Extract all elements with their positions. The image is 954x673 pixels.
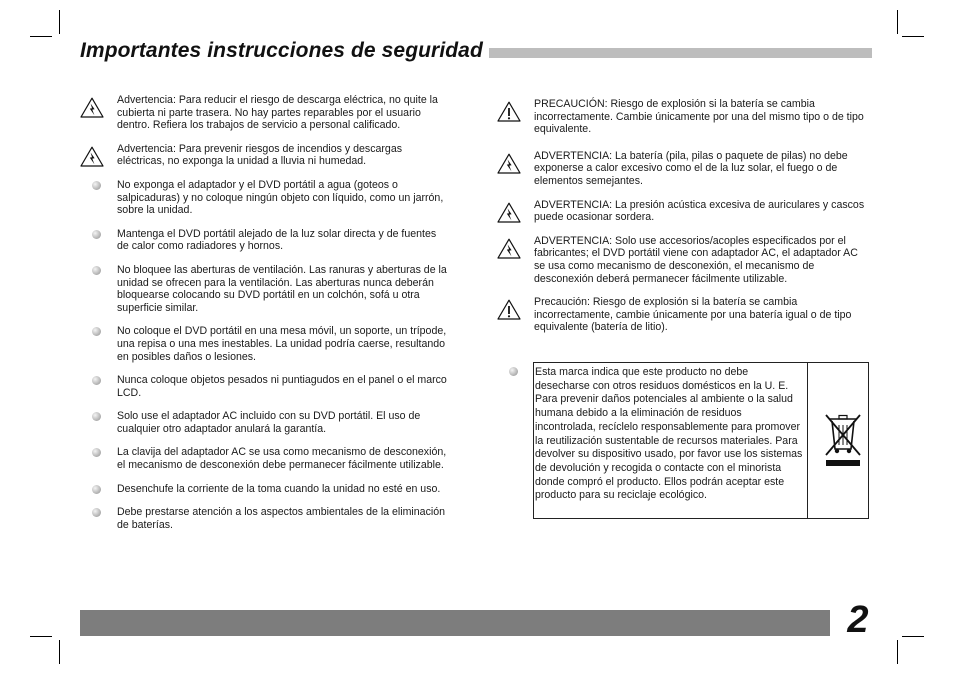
crop-mark [897,10,898,34]
notice-text: Debe prestarse atención a los aspectos ambientales de la eliminación de baterías. [117,506,446,531]
notice-text: Mantenga el DVD portátil alejado de la luz solar directa y de fuentes de calor como radiadores y hornos. [117,227,437,253]
bullet-icon [92,266,101,275]
warning-exclamation-icon [497,299,521,320]
safety-notice [80,179,450,217]
safety-notice [80,264,450,314]
safety-notice [80,94,450,132]
bullet-icon [92,230,101,239]
page-number: 2 [847,599,869,641]
safety-notice [497,296,872,334]
notice-text: La clavija del adaptador AC se usa como mecanismo de desconexión, el mecanismo de desconexión debe permanecer fácilmente utilizable. [117,446,447,472]
notice-icon-cell [80,143,117,168]
warning-bolt-icon [497,153,521,174]
notice-icon-cell [80,228,117,253]
notice-text: PRECAUCIÓN: Riesgo de explosión si la batería se cambia incorrectamente. Cambie únicamente por una del mismo tipo o de tipo equivalente. [534,98,864,136]
weee-notice-box [533,362,869,519]
safety-notice [80,228,450,253]
notice-text: Nunca coloque objetos pesados ni puntiagudos en el panel o el marco LCD. [117,374,447,399]
safety-notice [80,143,450,168]
title-bar [80,38,872,64]
crop-mark [59,640,60,664]
notice-icon-cell [80,410,117,435]
bullet-icon [92,327,101,336]
notice-text: Advertencia: Para prevenir riesgos de incendios y descargas eléctricas, no exponga la unidad a lluvia ni humedad. [117,142,403,168]
weee-notice-text: Esta marca indica que este producto no debe desecharse con otros residuos domésticos en la U. E. Para prevenir daños potenciales al ambiente o la salud humana debido a la eliminación de residuos incontrolada, recíclelo responsablemente para promover la reutilización sustentable de recursos materiales. Para devolver su dispositivo usado, por favor use los sistemas de devolución y recogida o contacte con el minorista donde compró el producto. Ellos podrán aceptar este producto para su reciclaje ecológico. [534,363,808,518]
notice-text: Advertencia: Para reducir el riesgo de descarga eléctrica, no quite la cubierta ni parte trasera. No hay partes reparables por el usuario dentro. Refiera los trabajos de servicio a personal calificado. [117,94,438,132]
notice-text: Precaución: Riesgo de explosión si la batería se cambia incorrectamente, cambie únicamente por una batería igual o de tipo equivalente (batería de litio). [534,296,852,334]
crop-mark [30,36,52,37]
bullet-icon [509,367,518,376]
safety-notice [80,506,450,531]
notice-text: ADVERTENCIA: La batería (pila, pilas o paquete de pilas) no debe exponerse a calor excesivo como el de la luz solar, el fuego o de elementos semejantes. [534,149,848,187]
safety-notice [80,483,450,496]
notice-icon-cell [497,235,534,285]
safety-notice [497,235,872,285]
notice-icon-cell [497,98,534,136]
safety-notice [80,374,450,399]
warning-bolt-icon [497,238,521,259]
warning-bolt-icon [80,97,104,118]
notice-icon-cell [497,296,534,334]
safety-notice [497,199,872,224]
notice-text: No bloquee las aberturas de ventilación. Las ranuras y aberturas de la unidad se ofrecen para la ventilación. Las aberturas nunca deberán bloquearse colocando su DVD portátil en un colchón, sofá u otra superficie similar. [117,263,447,314]
weee-symbol-cell [808,363,868,518]
bullet-icon [92,181,101,190]
notice-icon-cell [80,94,117,132]
bullet-icon [92,376,101,385]
safety-notice [497,98,872,136]
notice-text: Desenchufe la corriente de la toma cuando la unidad no esté en uso. [117,482,441,495]
warning-bolt-icon [497,202,521,223]
right-column [497,98,872,334]
left-column [80,94,450,531]
crop-mark [30,636,52,637]
bullet-icon [92,448,101,457]
warning-bolt-icon [80,146,104,167]
notice-icon-cell [497,199,534,224]
safety-notice [80,410,450,435]
safety-notice [80,446,450,471]
crop-mark [902,636,924,637]
footer-bar [80,610,830,636]
notice-icon-cell [80,483,117,496]
bullet-icon [92,508,101,517]
notice-icon-cell [497,150,534,188]
bullet-icon [92,485,101,494]
crossed-bin-icon [823,413,863,473]
notice-icon-cell [80,506,117,531]
crop-mark [897,640,898,664]
notice-icon-cell [80,264,117,314]
notice-icon-cell [80,179,117,217]
page-title: Importantes instrucciones de seguridad [80,38,489,64]
notice-icon-cell [80,325,117,363]
safety-notice [80,325,450,363]
notice-text: ADVERTENCIA: Solo use accesorios/acoples especificados por el fabricantes; el DVD portátil viene con adaptador AC, el adaptador AC se usa como mecanismo de desconexión, el mecanismo de desconexión deberá permanecer fácilmente utilizable. [534,234,858,285]
safety-notice [497,150,872,188]
notice-text: No coloque el DVD portátil en una mesa móvil, un soporte, un trípode, una repisa o una mes inestables. La unidad podría caerse, resultando en posibles daños o lesiones. [117,325,447,363]
warning-exclamation-icon [497,101,521,122]
notice-text: Solo use el adaptador AC incluido con su DVD portátil. El uso de cualquier otro adaptador anulará la garantía. [117,410,421,435]
notice-icon-cell [80,446,117,471]
crop-mark [59,10,60,34]
bullet-icon [92,412,101,421]
notice-text: ADVERTENCIA: La presión acústica excesiva de auriculares y cascos puede ocasionar sordera. [534,198,865,224]
crop-mark [902,36,924,37]
notice-text: No exponga el adaptador y el DVD portátil a agua (goteos o salpicaduras) y no coloque ningún objeto con líquido, como un jarrón, sobre la unidad. [117,178,444,217]
notice-icon-cell [80,374,117,399]
